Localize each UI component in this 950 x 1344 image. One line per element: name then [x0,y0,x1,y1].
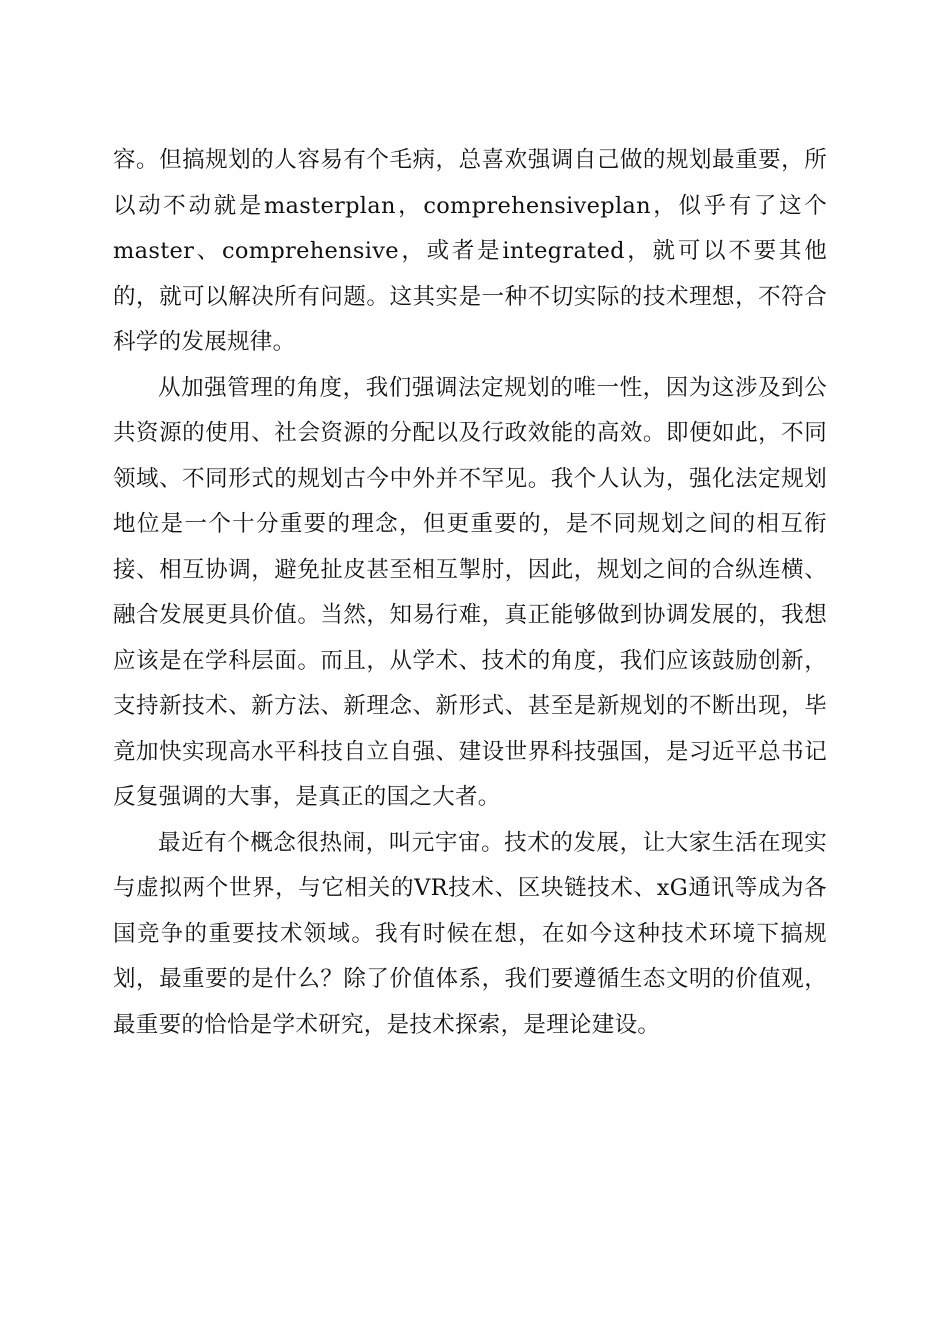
paragraph-continuation: 容。但搞规划的人容易有个毛病，总喜欢强调自己做的规划最重要，所以动不动就是masterplan，comprehensiveplan，似乎有了这个master、comprehensive，或者是integrated，就可以不要其他的，就可以解决所有问题。这其实是一种不切实际的技术理想，不符合科学的发展规律。 [113,147,827,355]
document-body [113,138,827,1048]
paragraph-planning-management: 从加强管理的角度，我们强调法定规划的唯一性，因为这涉及到公共资源的使用、社会资源的分配以及行政效能的高效。即便如此，不同领域、不同形式的规划古今中外并不罕见。我个人认为，强化法定规划地位是一个十分重要的理念，但更重要的，是不同规划之间的相互衔接、相互协调，避免扯皮甚至相互掣肘，因此，规划之间的合纵连横、融合发展更具价值。当然，知易行难，真正能够做到协调发展的，我想应该是在学科层面。而且，从学术、技术的角度，我们应该鼓励创新，支持新技术、新方法、新理念、新形式、甚至是新规划的不断出现，毕竟加快实现高水平科技自立自强、建设世界科技强国，是习近平总书记反复强调的大事，是真正的国之大者。 [113,374,827,810]
paragraph-metaverse: 最近有个概念很热闹，叫元宇宙。技术的发展，让大家生活在现实与虚拟两个世界，与它相关的VR技术、区块链技术、xG通讯等成为各国竞争的重要技术领域。我有时候在想，在如今这种技术环境下搞规划，最重要的是什么？除了价值体系，我们要遵循生态文明的价值观，最重要的恰恰是学术研究，是技术探索，是理论建设。 [113,829,827,1038]
